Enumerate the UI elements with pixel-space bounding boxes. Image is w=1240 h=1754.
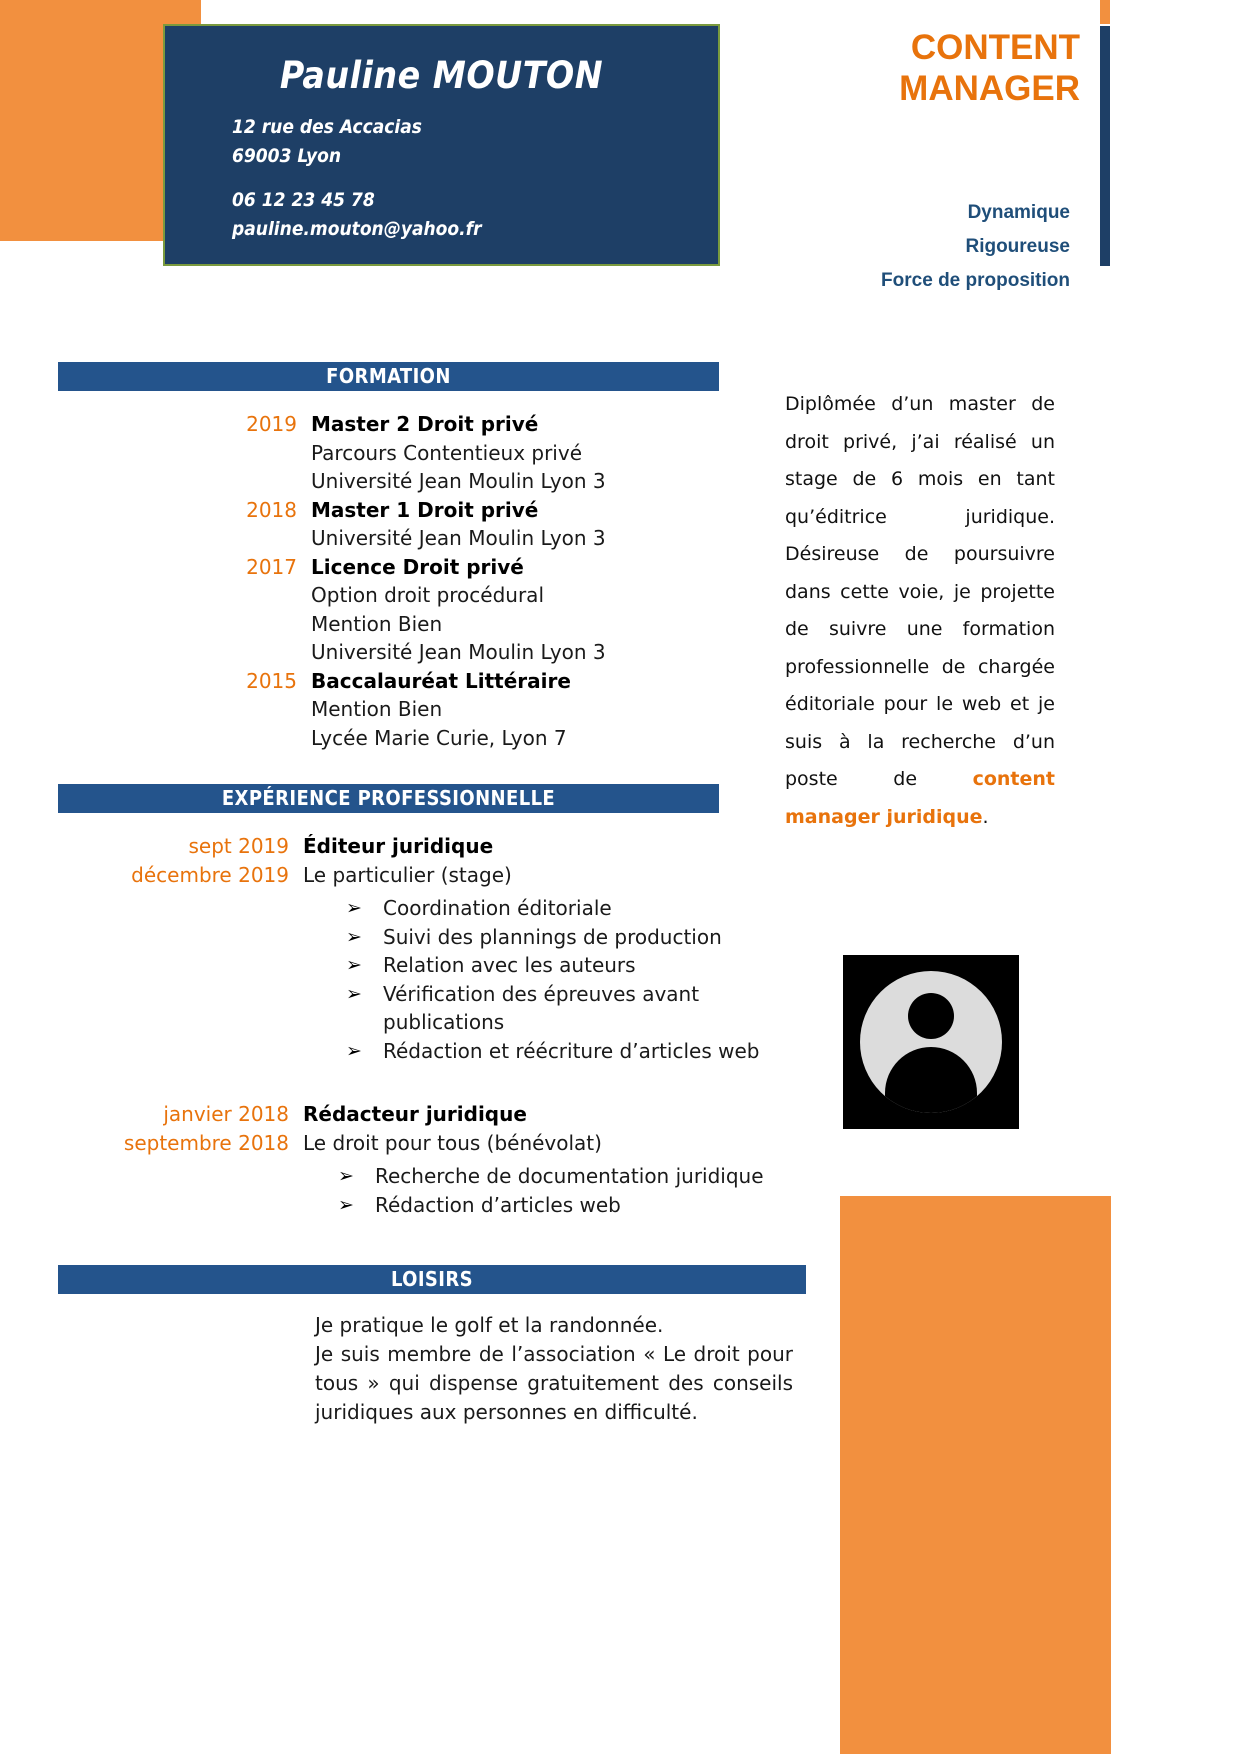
- experience-body: [303, 1100, 806, 1158]
- profile-text: Diplômée d’un master de droit privé, j’ai réalisé un stage de 6 mois en tant qu’éditrice juridique. Désireuse de poursuivre dans cette voie, je projette de suivre une formation professionnelle de chargée éditoriale pour le web et je suis à la recherche d’un poste de: [785, 393, 1055, 790]
- profile-summary: [785, 386, 1055, 836]
- education-detail: Université Jean Moulin Lyon 3: [311, 526, 606, 550]
- experience-company: Le particulier (stage): [303, 863, 512, 887]
- chevron-bullet-icon: ➢: [346, 897, 362, 919]
- chevron-bullet-icon: ➢: [338, 1165, 354, 1187]
- education-degree: Master 2 Droit privé: [311, 412, 539, 436]
- chevron-bullet-icon: ➢: [346, 925, 362, 948]
- loisirs-line: Je suis membre de l’association « Le droit pour tous » qui dispense gratuitement des conseils juridiques aux personnes en difficulté.: [315, 1342, 793, 1424]
- experience-bullet-item: ➢ Recherche de documentation juridique: [338, 1162, 806, 1191]
- education-detail: Université Jean Moulin Lyon 3: [311, 640, 606, 664]
- education-entry: [58, 553, 720, 667]
- chevron-bullet-icon: ➢: [346, 954, 362, 976]
- decorative-navy-strip-right: [1100, 26, 1110, 266]
- experience-bullet-item: ➢ Rédaction et réécriture d’articles web: [346, 1037, 806, 1066]
- education-degree: Licence Droit privé: [311, 554, 524, 579]
- education-entry: [58, 410, 720, 496]
- education-year: 2017: [246, 554, 297, 579]
- quality-item: Rigoureuse: [965, 236, 1070, 257]
- education-detail: Lycée Marie Curie, Lyon 7: [311, 725, 567, 750]
- loisirs-line: Je pratique le golf et la randonnée.: [315, 1313, 664, 1337]
- education-detail: Mention Bien: [311, 697, 443, 721]
- experience-role: Éditeur juridique: [303, 834, 494, 858]
- avatar-head: [908, 993, 954, 1039]
- chevron-bullet-icon: ➢: [346, 1039, 362, 1062]
- education-detail: Parcours Contentieux privé: [311, 440, 582, 465]
- person-avatar-icon: [843, 955, 1019, 1129]
- experience-entry: [58, 832, 806, 1065]
- experience-head-row: [58, 832, 806, 890]
- loisirs-body: [315, 1311, 793, 1427]
- education-degree: Master 1 Droit privé: [311, 497, 539, 522]
- decorative-orange-strip-right: [1100, 0, 1110, 24]
- section-header-formation: FORMATION: [58, 362, 719, 391]
- address-street: 12 rue des Accacias: [232, 116, 422, 138]
- experience-bullet-item: ➢ Suivi des plannings de production: [346, 923, 806, 952]
- education-detail: Mention Bien: [311, 611, 443, 636]
- quality-item: Dynamique: [967, 202, 1070, 223]
- experience-bullet-list: [303, 1162, 806, 1219]
- experience-bullet-item: ➢ Vérification des épreuves avant publications: [346, 981, 700, 1034]
- profile-text-end: .: [982, 805, 989, 828]
- email-address: pauline.mouton@yahoo.fr: [232, 218, 482, 240]
- chevron-bullet-icon: ➢: [346, 982, 362, 1005]
- education-body: [311, 553, 720, 667]
- education-detail: Université Jean Moulin Lyon 3: [311, 469, 606, 493]
- experience-bullet-list: [311, 894, 806, 1065]
- experience-date-range: [58, 1100, 303, 1157]
- education-list: [58, 410, 720, 752]
- education-entry: [58, 496, 720, 553]
- experience-entry: [58, 1100, 806, 1219]
- experience-body: [303, 832, 806, 890]
- experience-head-row: [58, 1100, 806, 1158]
- avatar-circle: [860, 971, 1002, 1113]
- experience-date-start: sept 2019: [188, 834, 289, 858]
- experience-bullet-item: ➢ Relation avec les auteurs: [346, 951, 806, 980]
- education-entry: [58, 667, 720, 753]
- education-year: 2019: [246, 412, 297, 436]
- job-title-line-1: CONTENT: [910, 28, 1080, 67]
- section-header-loisirs: LOISIRS: [58, 1265, 806, 1294]
- education-body: [311, 667, 720, 753]
- profile-highlight: content manager juridique: [785, 768, 1055, 828]
- experience-role: Rédacteur juridique: [303, 1102, 527, 1126]
- education-year: 2015: [246, 668, 297, 693]
- experience-list: [58, 832, 806, 1219]
- experience-spacer: [58, 1065, 806, 1100]
- experience-bullet-item: ➢ Coordination éditoriale: [346, 894, 806, 923]
- education-body: [311, 496, 720, 553]
- chevron-bullet-icon: ➢: [338, 1193, 354, 1216]
- education-year: 2018: [246, 497, 297, 522]
- avatar-body: [885, 1047, 977, 1113]
- contact-card: [163, 24, 720, 266]
- phone-number: 06 12 23 45 78: [232, 189, 375, 211]
- qualities-list: [700, 196, 1070, 298]
- experience-company: Le droit pour tous (bénévolat): [303, 1131, 602, 1155]
- job-title-line-2: MANAGER: [899, 69, 1080, 108]
- education-detail: Option droit procédural: [311, 583, 544, 607]
- job-title: [700, 27, 1080, 109]
- person-name: Pauline MOUTON: [279, 54, 604, 97]
- experience-date-start: janvier 2018: [163, 1102, 289, 1126]
- education-body: [311, 410, 720, 496]
- address-city: 69003 Lyon: [232, 145, 342, 167]
- education-degree: Baccalauréat Littéraire: [311, 668, 571, 693]
- experience-date-range: [58, 832, 303, 889]
- quality-item: Force de proposition: [881, 270, 1070, 291]
- section-header-experience: EXPÉRIENCE PROFESSIONNELLE: [58, 784, 719, 813]
- decorative-orange-block-bottom-right: [840, 1196, 1111, 1754]
- experience-date-end: décembre 2019: [131, 862, 289, 887]
- experience-date-end: septembre 2018: [123, 1130, 289, 1155]
- experience-bullet-item: ➢ Rédaction d’articles web: [338, 1191, 806, 1220]
